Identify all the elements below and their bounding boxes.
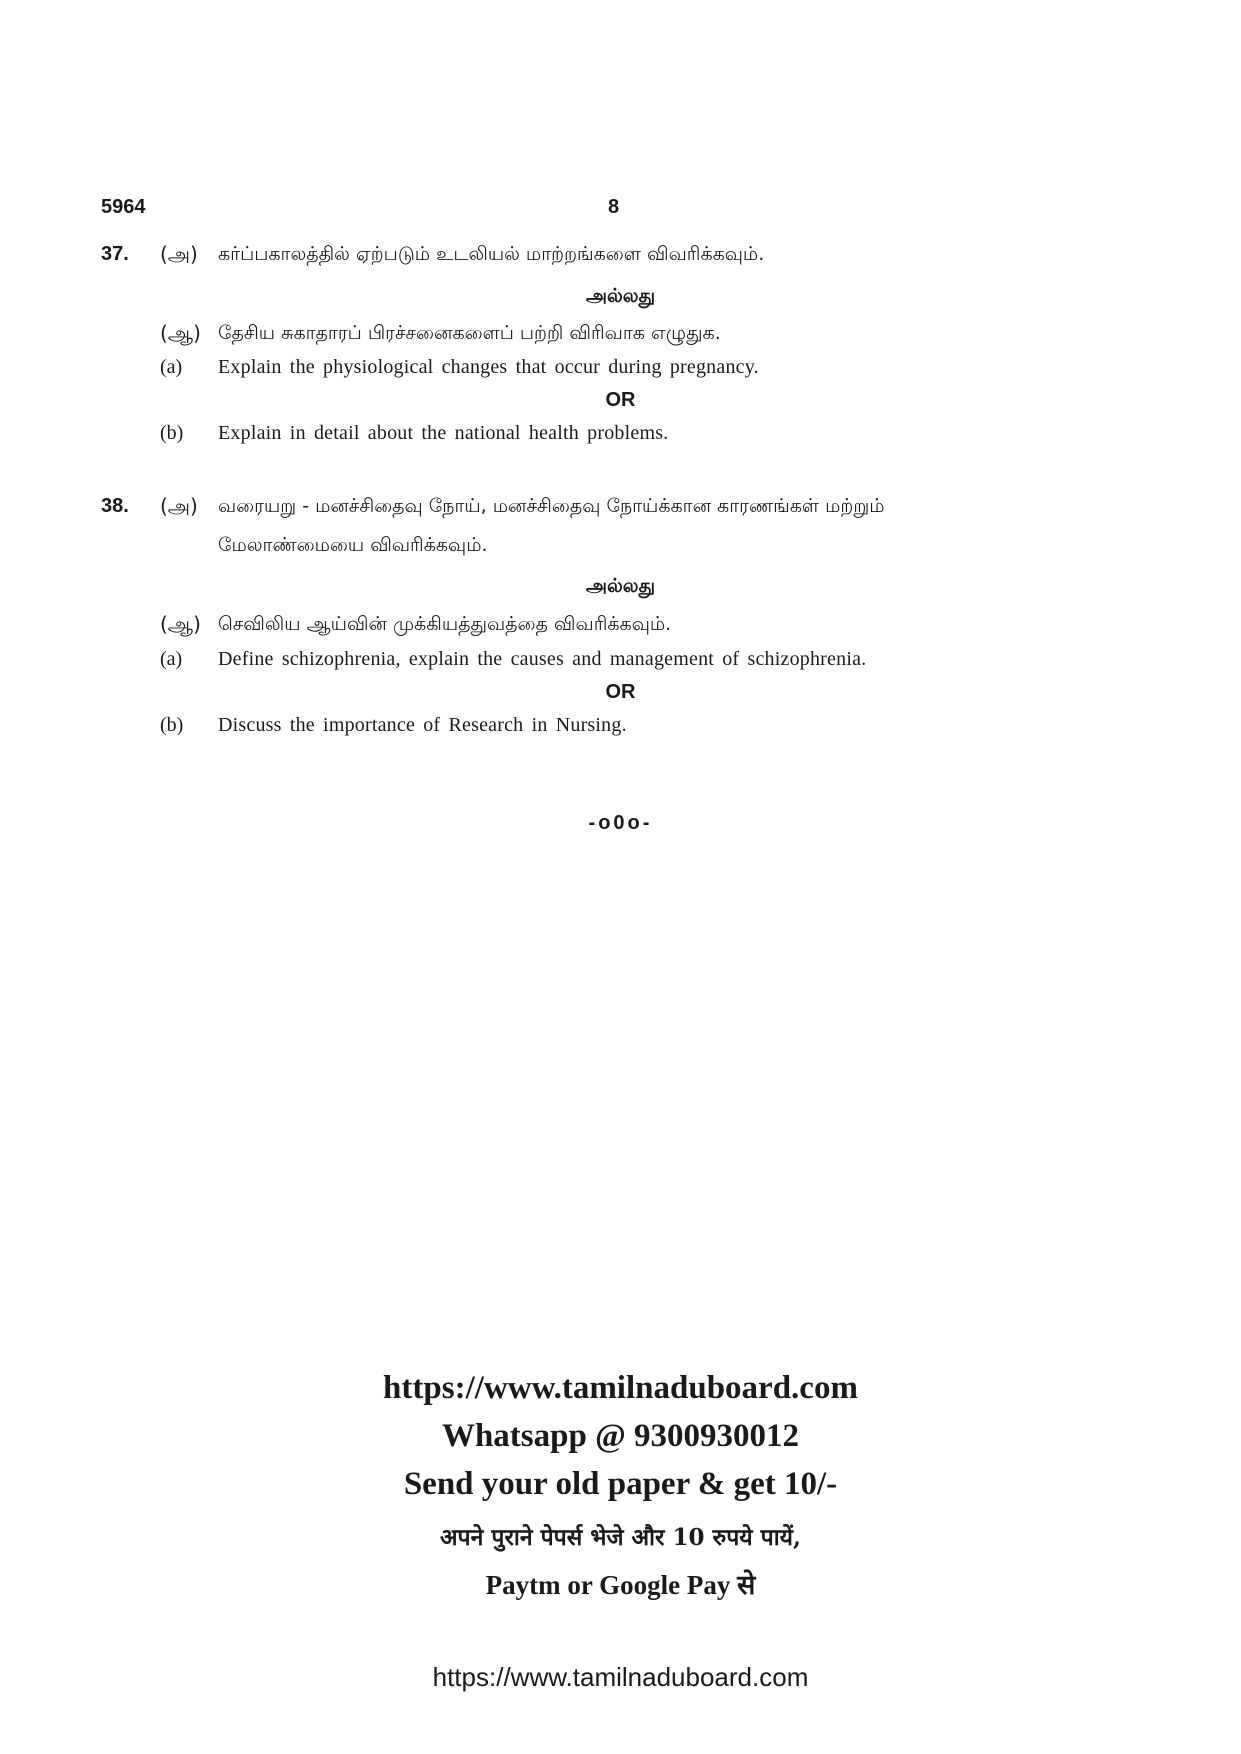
promo-send-paper: Send your old paper & get 10/-	[403, 1466, 838, 1502]
tamil-or-label: அல்லது	[585, 285, 656, 307]
tamil-option-a-marker: (அ)	[160, 242, 198, 266]
promo-hindi-line: अपने पुराने पेपर्स भेजे और 10 रुपये पायें,	[439, 1524, 802, 1551]
english-or-label: OR	[605, 389, 636, 411]
question-number: 37.	[101, 243, 129, 265]
tamil-option-a-line-1: வரையறு - மனச்சிதைவு நோய், மனச்சிதைவு நோய்க்கான காரணங்கள் மற்றும்	[218, 495, 885, 517]
page-number: 8	[608, 196, 620, 218]
question-number: 38.	[101, 495, 129, 517]
english-option-a-marker: (a)	[160, 356, 183, 378]
end-of-paper-mark: -o0o-	[588, 812, 653, 834]
tamil-option-a-marker: (அ)	[160, 494, 198, 518]
english-option-b: Explain in detail about the national health problems.	[218, 422, 669, 444]
english-option-b-marker: (b)	[160, 422, 184, 444]
tamil-option-b-marker: (ஆ)	[160, 612, 201, 636]
english-option-a: Explain the physiological changes that occur during pregnancy.	[218, 356, 759, 378]
promo-url[interactable]: https://www.tamilnaduboard.com	[383, 1370, 858, 1406]
paper-code: 5964	[101, 196, 146, 218]
promo-payment: Paytm or Google Pay से	[485, 1570, 756, 1600]
english-option-b-marker: (b)	[160, 714, 184, 736]
tamil-option-a-line-2: மேலாண்மையை விவரிக்கவும்.	[218, 534, 488, 556]
tamil-or-label: அல்லது	[585, 575, 656, 597]
english-or-label: OR	[605, 681, 636, 703]
tamil-option-b: செவிலிய ஆய்வின் முக்கியத்துவத்தை விவரிக்கவும்.	[218, 613, 672, 635]
english-option-a: Define schizophrenia, explain the causes and management of schizophrenia.	[218, 648, 867, 670]
footer-url[interactable]: https://www.tamilnaduboard.com	[432, 1662, 809, 1692]
english-option-a-marker: (a)	[160, 648, 183, 670]
tamil-option-a-line-1: கர்ப்பகாலத்தில் ஏற்படும் உடலியல் மாற்றங்களை விவரிக்கவும்.	[218, 243, 765, 265]
promo-whatsapp: Whatsapp @ 9300930012	[441, 1418, 800, 1454]
tamil-option-b: தேசிய சுகாதாரப் பிரச்சனைகளைப் பற்றி விரிவாக எழுதுக.	[218, 322, 721, 344]
tamil-option-b-marker: (ஆ)	[160, 321, 201, 345]
english-option-b: Discuss the importance of Research in Nursing.	[218, 714, 627, 736]
